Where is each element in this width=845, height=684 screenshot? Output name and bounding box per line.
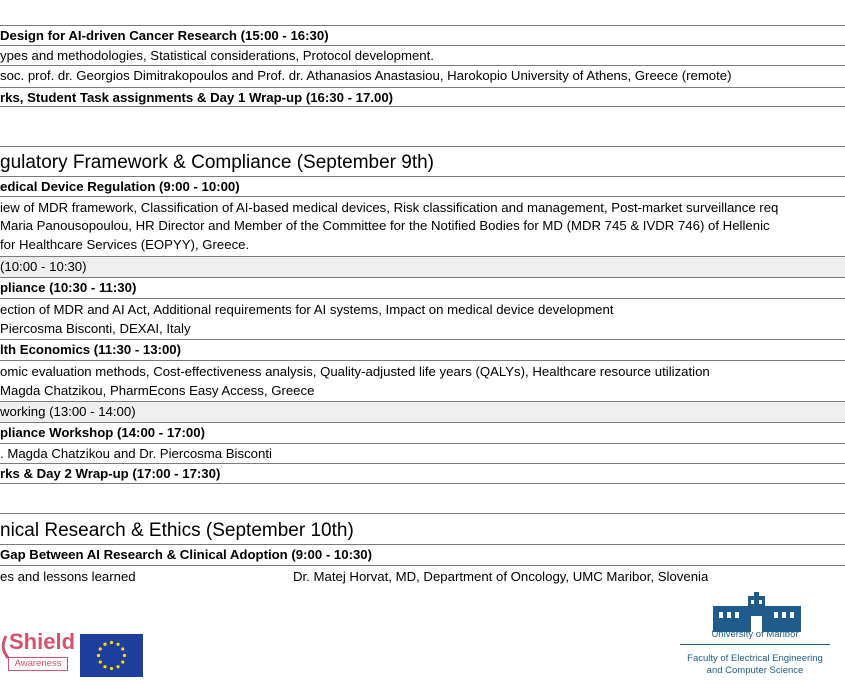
session-row <box>0 25 845 45</box>
session-row <box>0 360 845 401</box>
eu-star <box>110 667 113 670</box>
day-heading: nical Research & Ethics (September 10th) <box>0 520 354 541</box>
eu-star <box>97 654 100 657</box>
eu-star <box>121 647 124 650</box>
eu-star <box>123 654 126 657</box>
session-title: Design for AI-driven Cancer Research (15:00 - 16:30) <box>0 28 329 43</box>
shield-awareness-logo <box>0 629 76 674</box>
session-row <box>0 422 845 443</box>
session-speaker: Dr. Matej Horvat, MD, Department of Oncology, UMC Maribor, Slovenia <box>293 569 709 584</box>
session-title: edical Device Regulation (9:00 - 10:00) <box>0 179 240 194</box>
session-row <box>0 298 845 339</box>
day-heading: gulatory Framework & Compliance (September 9th) <box>0 152 435 173</box>
eu-star <box>99 647 102 650</box>
session-title: pliance Workshop (14:00 - 17:00) <box>0 425 205 440</box>
session-topics: ection of MDR and AI Act, Additional requirements for AI systems, Impact on medical device development <box>0 302 614 317</box>
session-row <box>0 544 845 565</box>
shield-logo-text: Shield <box>9 629 76 654</box>
break-row <box>0 401 845 422</box>
session-row <box>0 196 845 256</box>
day-heading-row <box>0 513 845 544</box>
session-row <box>0 176 845 196</box>
session-title: pliance (10:30 - 11:30) <box>0 280 137 295</box>
eu-star <box>103 665 106 668</box>
session-row <box>0 87 845 107</box>
break-label: (10:00 - 10:30) <box>0 259 87 274</box>
session-row <box>0 463 845 484</box>
session-title: Gap Between AI Research & Clinical Adoption (9:00 - 10:30) <box>0 547 373 562</box>
university-logo <box>680 592 830 680</box>
session-speaker: for Healthcare Services (EOPYY), Greece. <box>0 237 250 252</box>
session-topics: ypes and methodologies, Statistical considerations, Protocol development. <box>0 48 434 63</box>
session-topics: iew of MDR framework, Classification of AI-based medical devices, Risk classification and management, Post-market surveillance req <box>0 200 779 215</box>
eu-star <box>103 643 106 646</box>
eu-star <box>110 641 113 644</box>
faculty-line1: Faculty of Electrical Engineering <box>687 653 823 664</box>
break-label: working (13:00 - 14:00) <box>0 404 136 419</box>
university-name: University of Maribor <box>711 629 799 640</box>
eu-star <box>121 660 124 663</box>
eu-star <box>116 643 119 646</box>
session-title: lth Economics (11:30 - 13:00) <box>0 342 182 357</box>
session-row <box>0 443 845 463</box>
break-row <box>0 256 845 277</box>
eu-flag-icon <box>80 634 143 677</box>
faculty-line2: and Computer Science <box>706 665 804 676</box>
session-speaker: . Magda Chatzikou and Dr. Piercosma Bisconti <box>0 446 272 461</box>
wrapup-title: rks & Day 2 Wrap-up (17:00 - 17:30) <box>0 466 221 481</box>
session-row <box>0 277 845 298</box>
day-heading-row <box>0 146 845 176</box>
session-row <box>0 565 845 585</box>
session-row <box>0 65 845 87</box>
session-row <box>0 45 845 65</box>
eu-star <box>116 665 119 668</box>
session-topics: es and lessons learned <box>0 569 136 584</box>
session-speakers: soc. prof. dr. Georgios Dimitrakopoulos and Prof. dr. Athanasios Anastasiou, Harokopio University of Athens, Greece (remote) <box>0 68 732 83</box>
session-speaker: Magda Chatzikou, PharmEcons Easy Access, Greece <box>0 383 315 398</box>
shield-logo-sub: Awareness <box>8 657 68 671</box>
eu-star <box>99 660 102 663</box>
session-row <box>0 339 845 360</box>
wrapup-title: rks, Student Task assignments & Day 1 Wrap-up (16:30 - 17.00) <box>0 90 394 105</box>
logo-divider <box>680 644 830 645</box>
session-speaker: Piercosma Bisconti, DEXAI, Italy <box>0 321 191 336</box>
session-topics: omic evaluation methods, Cost-effectiveness analysis, Quality-adjusted life years (QALYs), Healthcare resource utilization <box>0 364 710 379</box>
session-speaker: Maria Panousopoulou, HR Director and Member of the Committee for the Notified Bodies for MD (MDR 745 & IVDR 746) of Hellenic <box>0 218 770 233</box>
